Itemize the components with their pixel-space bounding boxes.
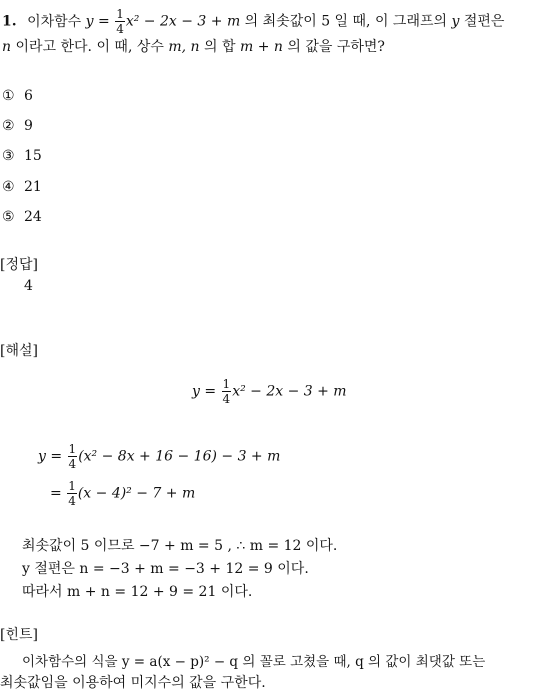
choice-2[interactable]: [2, 118, 33, 134]
explanation-label: [해설]: [0, 343, 38, 359]
fraction-numerator: 1: [222, 377, 231, 391]
fraction-denominator: 4: [116, 22, 124, 36]
fraction-numerator: 1: [68, 442, 77, 456]
choice-marker: ①: [2, 88, 15, 104]
question-text-end: 절편은: [463, 13, 505, 30]
question-text-2c: 의 값을 구하면?: [287, 39, 385, 55]
fraction-denominator: 4: [68, 494, 76, 508]
choice-marker: ⑤: [2, 209, 15, 225]
function-lhs: y =: [85, 13, 110, 30]
function-rhs: x² − 2x − 3 + m: [125, 13, 241, 30]
step2-rhs: (x − 4)² − 7 + m: [77, 485, 196, 502]
step1-rhs: (x² − 8x + 16 − 16) − 3 + m: [78, 448, 281, 465]
m-variable: m,: [168, 39, 187, 55]
hint-line-1: 이차함수의 식을 y = a(x − p)² − q 의 꼴로 고쳤을 때, q 의 값이 최댓값 또는: [22, 654, 486, 670]
center-rhs: x² − 2x − 3 + m: [232, 383, 347, 400]
choice-value: 21: [24, 179, 42, 195]
answer-value: 4: [24, 278, 33, 294]
step1-fraction: [68, 443, 78, 470]
choice-value: 6: [24, 88, 33, 104]
n-variable: n: [2, 39, 12, 55]
question-line-1: [2, 8, 504, 35]
choice-4[interactable]: [2, 179, 42, 195]
choice-5[interactable]: [2, 209, 42, 225]
choice-marker: ④: [2, 179, 15, 195]
question-text-prefix: 이차함수: [27, 13, 82, 30]
fraction-denominator: 4: [68, 457, 77, 471]
question-text-2b: 의 합: [204, 39, 236, 55]
sum-expression: m + n: [239, 39, 283, 55]
function-fraction: [115, 8, 125, 35]
center-lhs: y =: [192, 383, 217, 400]
choice-1[interactable]: [2, 88, 33, 104]
choice-value: 24: [24, 209, 42, 225]
fraction-denominator: 4: [222, 392, 231, 406]
step2-lhs: =: [50, 485, 62, 502]
explanation-step-1: [38, 443, 280, 470]
n-variable-2: n: [190, 39, 200, 55]
question-text-2a: 이라고 한다. 이 때, 상수: [15, 39, 164, 55]
choice-marker: ②: [2, 118, 15, 134]
choice-marker: ③: [2, 148, 15, 164]
question-line-2: [2, 36, 385, 56]
center-fraction: [222, 378, 232, 405]
question-number: 1.: [2, 13, 17, 30]
question-text-suffix: 의 최솟값이 5 일 때, 이 그래프의: [244, 13, 448, 30]
fraction-numerator: 1: [68, 479, 76, 493]
hint-line-2: 최솟값임을 이용하여 미지수의 값을 구한다.: [0, 675, 266, 691]
step1-lhs: y =: [38, 448, 63, 465]
fraction-numerator: 1: [116, 7, 124, 21]
hint-label: [힌트]: [0, 627, 38, 643]
choice-value: 15: [24, 148, 42, 164]
explanation-step-2: [50, 480, 195, 507]
choice-value: 9: [24, 118, 33, 134]
explanation-line-3: 따라서 m + n = 12 + 9 = 21 이다.: [22, 584, 253, 600]
explanation-line-2: y 절편은 n = −3 + m = −3 + 12 = 9 이다.: [22, 561, 309, 577]
explanation-line-1: 최솟값이 5 이므로 −7 + m = 5 , ∴ m = 12 이다.: [22, 538, 338, 554]
step2-fraction: [67, 480, 77, 507]
answer-label: [정답]: [0, 257, 38, 273]
choice-3[interactable]: [2, 148, 42, 164]
y-variable: y: [451, 13, 460, 30]
explanation-centered-function: [192, 378, 347, 405]
